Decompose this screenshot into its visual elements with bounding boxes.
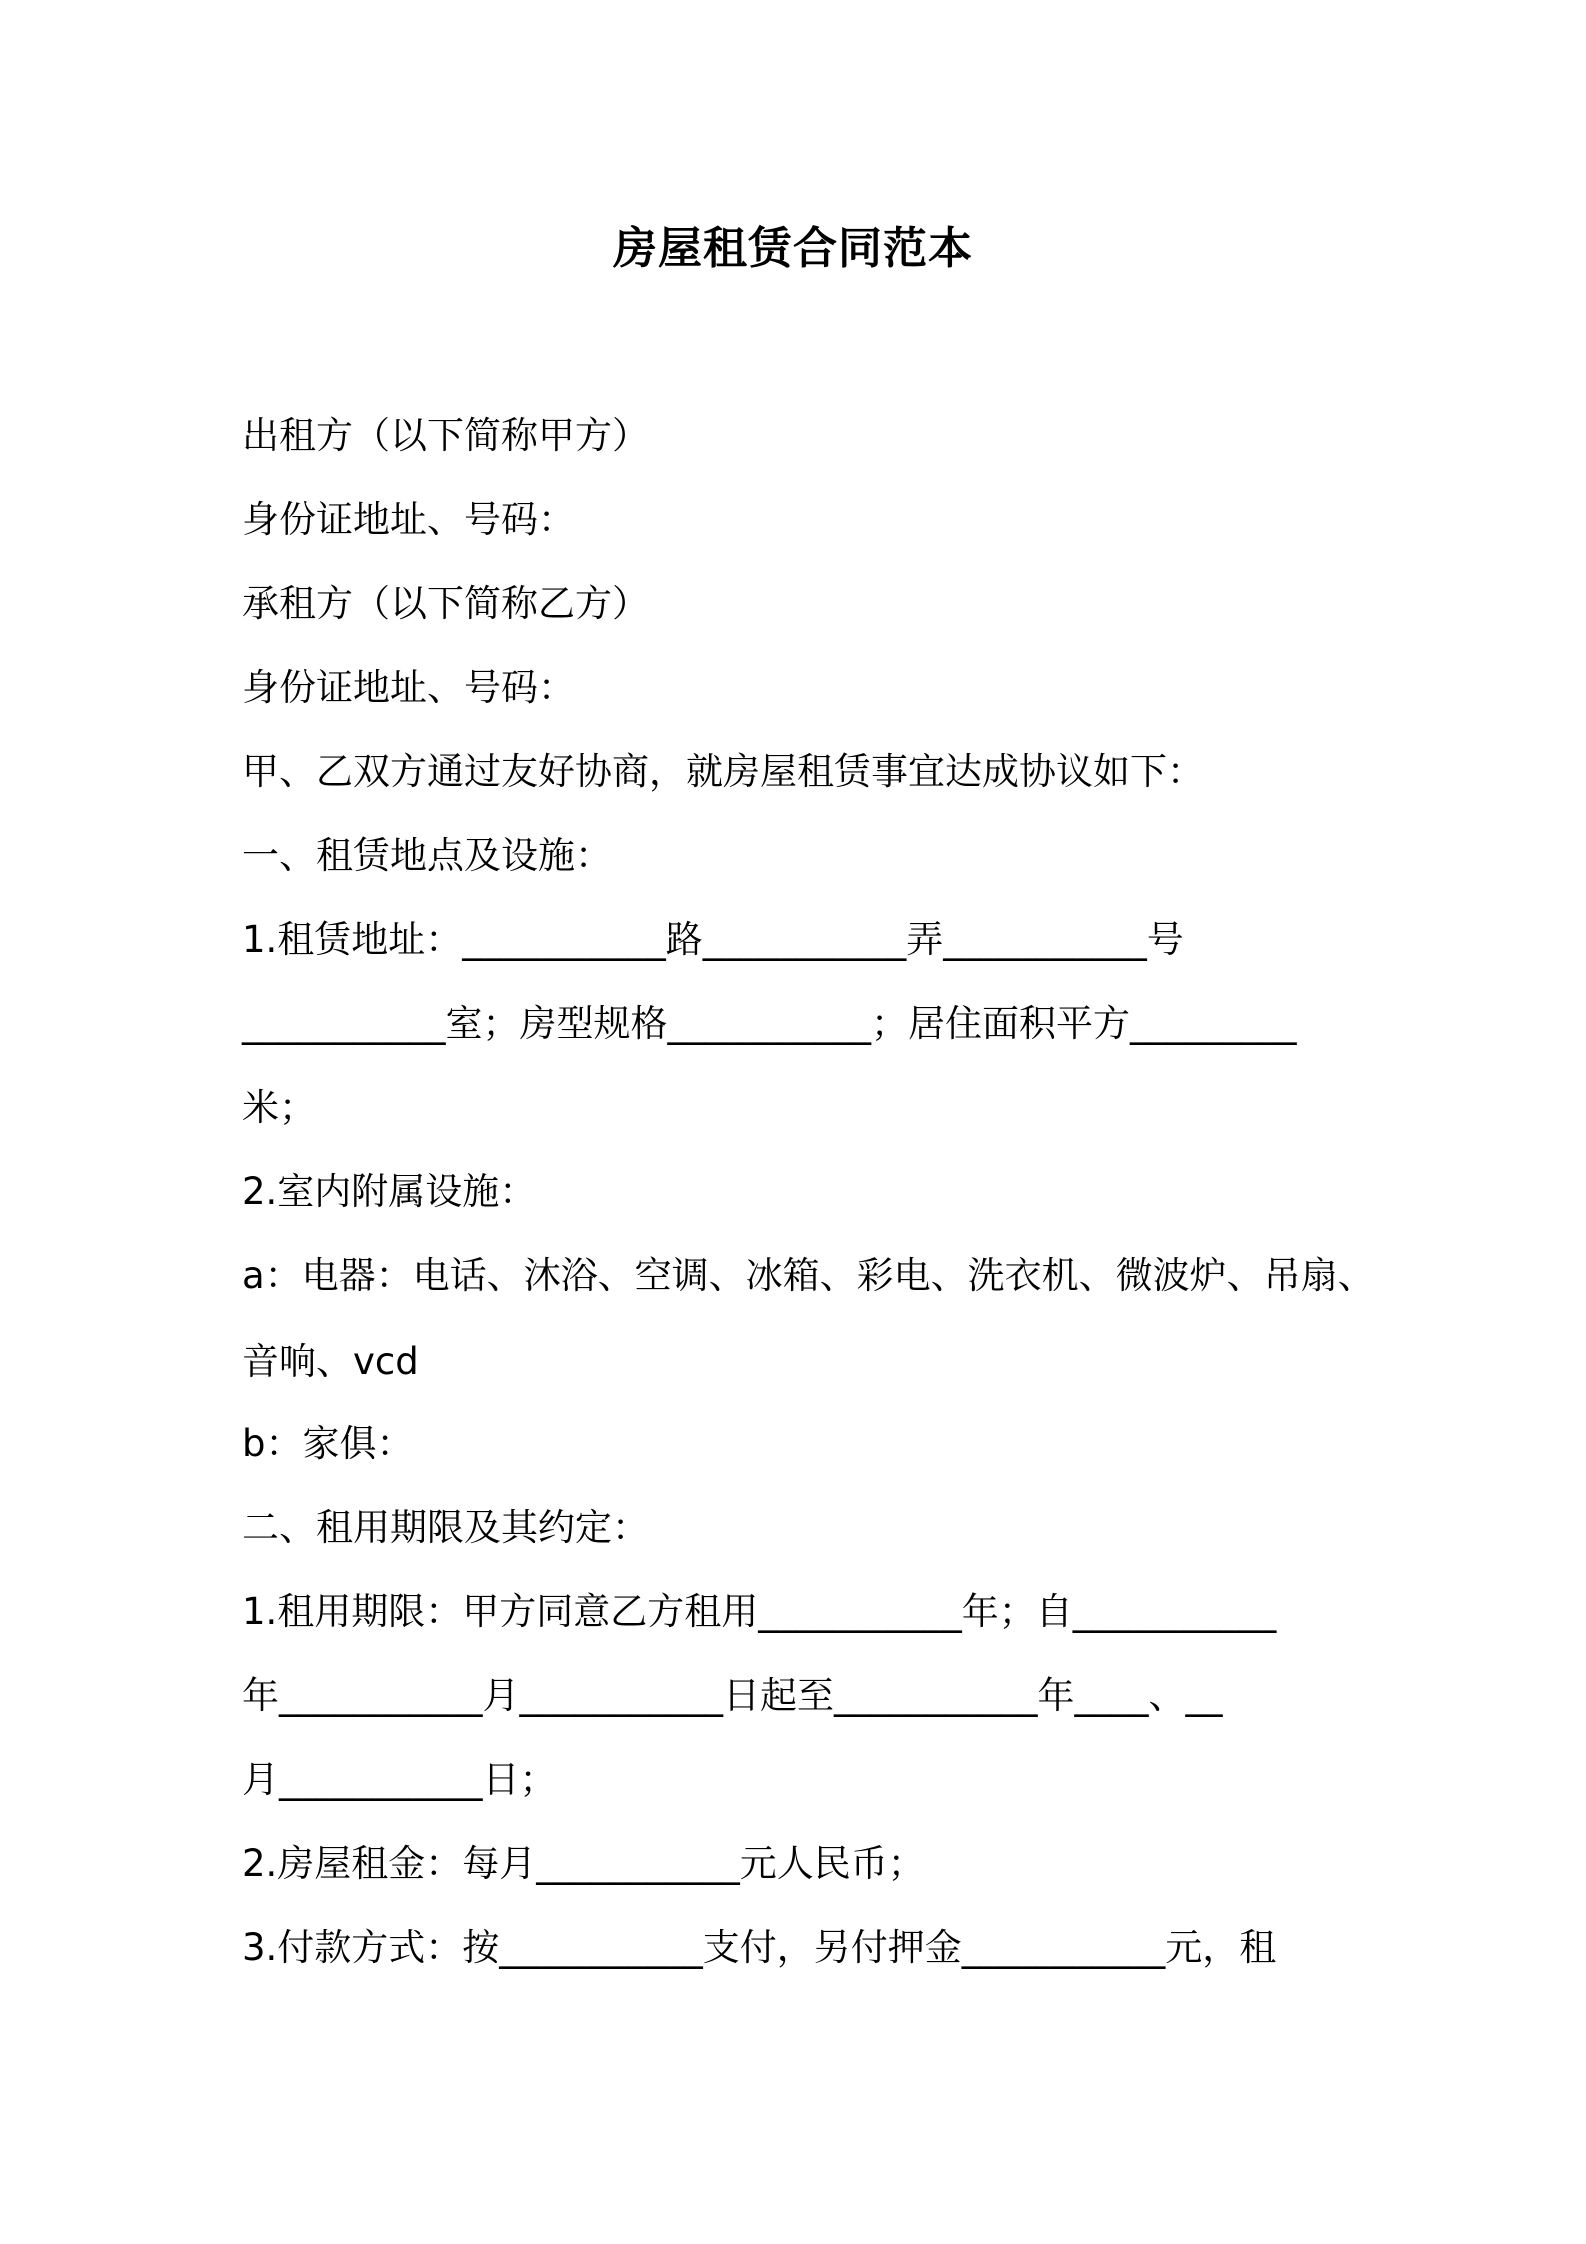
area-unit-line: 米； [242,1086,316,1129]
lease-end-line: 月___________日； [242,1758,557,1801]
section-two-heading: 二、租用期限及其约定： [242,1506,649,1549]
appliances-line: a：电器：电话、沐浴、空调、冰箱、彩电、洗衣机、微波炉、吊扇、 [242,1254,1375,1297]
lease-dates-line: 年___________月___________日起至___________年____、__ [242,1674,1223,1717]
room-spec-line: ___________室；房型规格___________；居住面积平方_________ [242,1002,1297,1045]
rent-amount-line: 2.房屋租金：每月___________元人民币； [242,1842,925,1885]
payment-method-line: 3.付款方式：按___________支付，另付押金___________元，租 [242,1926,1277,1969]
section-one-heading: 一、租赁地点及设施： [242,834,612,877]
appliances-continued-line: 音响、vcd [242,1340,419,1383]
lessee-id-line: 身份证地址、号码： [242,666,575,709]
rental-address-line: 1.租赁地址：___________路___________弄___________号 [242,918,1184,961]
lease-term-line: 1.租用期限：甲方同意乙方租用___________年；自___________ [242,1590,1277,1633]
lessor-line: 出租方（以下简称甲方） [242,414,649,457]
facilities-heading: 2.室内附属设施： [242,1170,537,1213]
furniture-line: b：家俱： [242,1422,414,1465]
lessee-line: 承租方（以下简称乙方） [242,582,649,625]
document-title: 房屋租赁合同范本 [613,223,973,274]
lessor-id-line: 身份证地址、号码： [242,498,575,541]
agreement-intro-line: 甲、乙双方通过友好协商，就房屋租赁事宜达成协议如下： [242,750,1204,793]
